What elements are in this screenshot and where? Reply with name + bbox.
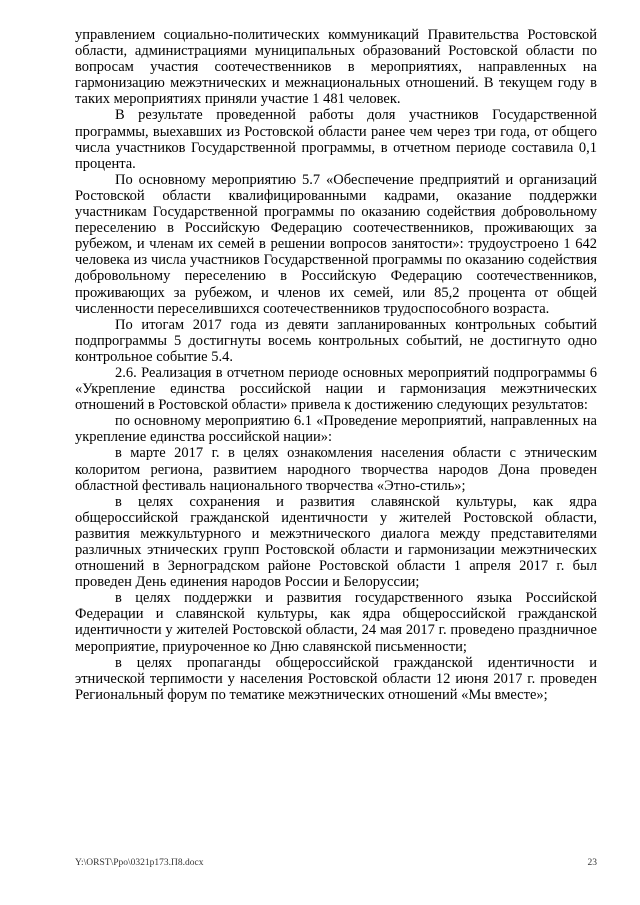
document-page xyxy=(75,27,597,703)
paragraph-10: в целях пропаганды общероссийской гражданской идентичности и этнической терпимости у населения Ростовской области 12 июня 2017 г. проведен Региональный форум по тематике межэтнических отношений «Мы вместе»; xyxy=(75,654,597,703)
paragraph-2: В результате проведенной работы доля участников Государственной программы, выехавших из Ростовской области ранее чем через три года, от общего числа участников Государственной программы, в отчетном периоде составила 0,1 процента. xyxy=(75,107,597,172)
paragraph-1: управлением социально-политических коммуникаций Правительства Ростовской области, администрациями муниципальных образований Ростовской области по вопросам участия соотечественников в мероприятиях, направленных на гармонизацию межэтнических и межнациональных отношений. В текущем году в таких мероприятиях приняли участие 1 481 человек. xyxy=(75,27,597,108)
paragraph-3: По основному мероприятию 5.7 «Обеспечение предприятий и организаций Ростовской области квалифицированными кадрами, оказание поддержки участникам Государственной программы по оказанию содействия добровольному переселению в Российскую Федерацию соотечественников, проживающих за рубежом, и членам их семей в решении вопросов занятости»: трудоустроено 1 642 человека из числа участников Государственной программы по оказанию содействия добровольному переселению в Российскую Федерацию соотечественников, проживающих за рубежом, и членов их семей, или 85,2 процента от общей численности переселившихся соотечественников трудоспособного возраста. xyxy=(75,171,597,317)
paragraph-5: 2.6. Реализация в отчетном периоде основных мероприятий подпрограммы 6 «Укрепление единства российской нации и гармонизация межэтнических отношений в Ростовской области» привела к достижению следующих результатов: xyxy=(75,364,597,414)
paragraph-7: в марте 2017 г. в целях ознакомления населения области с этническим колоритом региона, развитием народного творчества народов Дона проведен областной фестиваль национального творчества «Этно-стиль»; xyxy=(75,445,597,494)
paragraph-6: по основному мероприятию 6.1 «Проведение мероприятий, направленных на укрепление единства российской нации»: xyxy=(75,413,597,446)
paragraph-4: По итогам 2017 года из девяти запланированных контрольных событий подпрограммы 5 достигнуты восемь контрольных событий, не достигнуто одно контрольное событие 5.4. xyxy=(75,316,597,365)
page-number: 23 xyxy=(587,858,597,868)
file-path: Y:\ORST\Ppo\0321p173.П8.docx xyxy=(75,858,204,868)
paragraph-9: в целях поддержки и развития государственного языка Российской Федерации и славянской культуры, как ядра общероссийской гражданской идентичности у жителей Ростовской области, 24 мая 2017 г. проведено праздничное мероприятие, приуроченное ко Дню славянской письменности; xyxy=(75,590,597,655)
paragraph-8: в целях сохранения и развития славянской культуры, как ядра общероссийской гражданской идентичности у жителей Ростовской области, развития межкультурного и межэтнического диалога между представителями различных этнических групп Ростовской области и гармонизации межэтнических отношений в Зерноградском районе Ростовской области 1 апреля 2017 г. был проведен День единения народов России и Белоруссии; xyxy=(75,493,597,591)
